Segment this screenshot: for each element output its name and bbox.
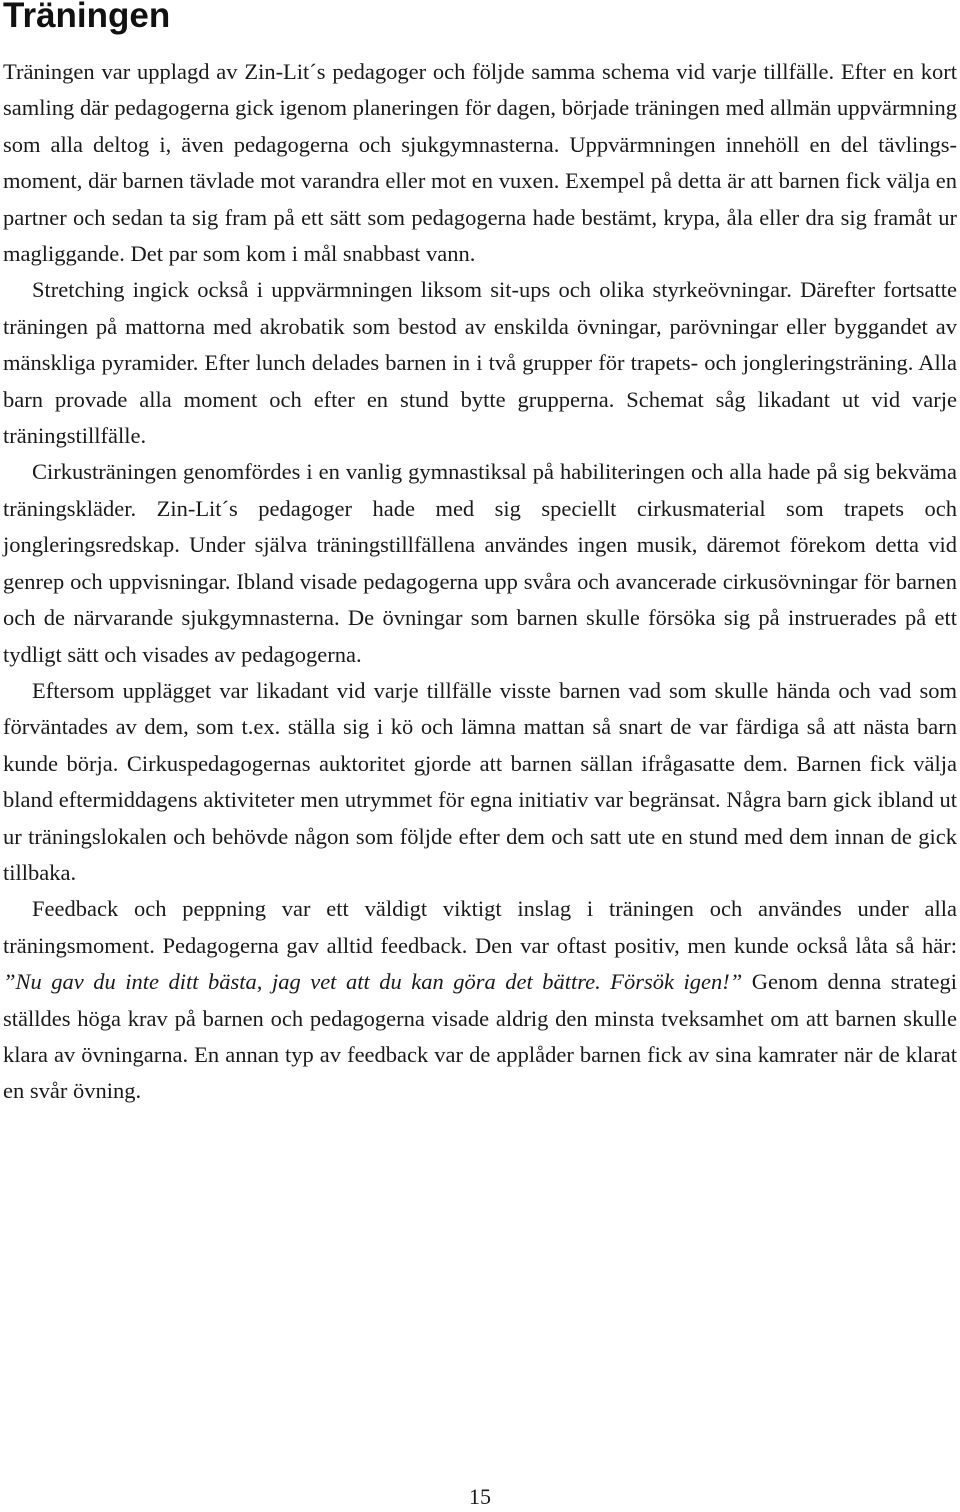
body-text <box>3 54 957 1110</box>
paragraph-3: Cirkusträningen genomfördes i en vanlig gymnastiksal på habiliteringen och alla hade på sig bekväma träningskläder. Zin-Lit´s pedagoger hade med sig speciellt cirkusmaterial som trapets och jongleringsredskap. Under själva träningstillfällena användes ingen musik, däremot förekom detta vid genrep och uppvisningar. Ibland visade pedagogerna upp svåra och avancerade cirkusövningar för barnen och de närvarande sjukgymnasterna. De övningar som barnen skulle försöka sig på instruerades på ett tydligt sätt och visades av pedagogerna. <box>3 459 957 667</box>
paragraph-5 <box>3 891 957 1109</box>
paragraph-4: Eftersom upplägget var likadant vid varje tillfälle visste barnen vad som skulle hända och vad som förväntades av dem, som t.ex. ställa sig i kö och lämna mattan så snart de var färdiga så att nästa barn kunde börja. Cirkuspedagogernas auktoritet gjorde att barnen sällan ifrågasatte dem. Barnen fick välja bland eftermiddagens aktiviteter men utrymmet för egna initiativ var begränsat. Några barn gick ibland ut ur träningslokalen och behövde någon som följde efter dem och satt ute en stund med dem innan de gick tillbaka. <box>3 677 957 885</box>
paragraph-5-text-after: Genom denna strategi ställdes höga krav på barnen och pedagogerna visade aldrig den minsta tveksamhet om att barnen skulle klara av övningarna. En annan typ av feedback var de applåder barnen fick av sina kamrater när de klarat en svår övning. <box>3 969 957 1104</box>
section-heading: Träningen <box>3 0 171 35</box>
page-number: 15 <box>469 1484 491 1509</box>
feedback-quote: ”Nu gav du inte ditt bästa, jag vet att du kan göra det bättre. Försök igen!” <box>3 969 743 995</box>
paragraph-5-text-before: Feedback och peppning var ett väldigt viktigt inslag i träningen och användes under alla träningsmoment. Pedagogerna gav alltid feedback. Den var oftast positiv, men kunde också låta så här: <box>3 896 957 958</box>
paragraph-2: Stretching ingick också i uppvärmningen liksom sit-ups och olika styrkeövningar. Därefter fortsatte träningen på mattorna med akrobatik som bestod av enskilda övningar, parövningar eller byggandet av mänskliga pyramider. Efter lunch delades barnen in i två grupper för trapets- och jongleringsträning. Alla barn provade alla moment och efter en stund bytte grupperna. Schemat såg likadant ut vid varje träningstillfälle. <box>3 277 957 449</box>
paragraph-1: Träningen var upplagd av Zin-Lit´s pedagoger och följde samma schema vid varje tillfälle. Efter en kort samling där pedagogerna gick igenom planeringen för dagen, började träningen med allmän uppvärmning som alla deltog i, även pedagogerna och sjukgymnasterna. Uppvärmningen innehöll en del tävlingsmoment, där barnen tävlade mot varandra eller mot en vuxen. Exempel på detta är att barnen fick välja en partner och sedan ta sig fram på ett sätt som pedagogerna hade bestämt, krypa, åla eller dra sig framåt ur magliggande. Det par som kom i mål snabbast vann. <box>3 59 957 267</box>
